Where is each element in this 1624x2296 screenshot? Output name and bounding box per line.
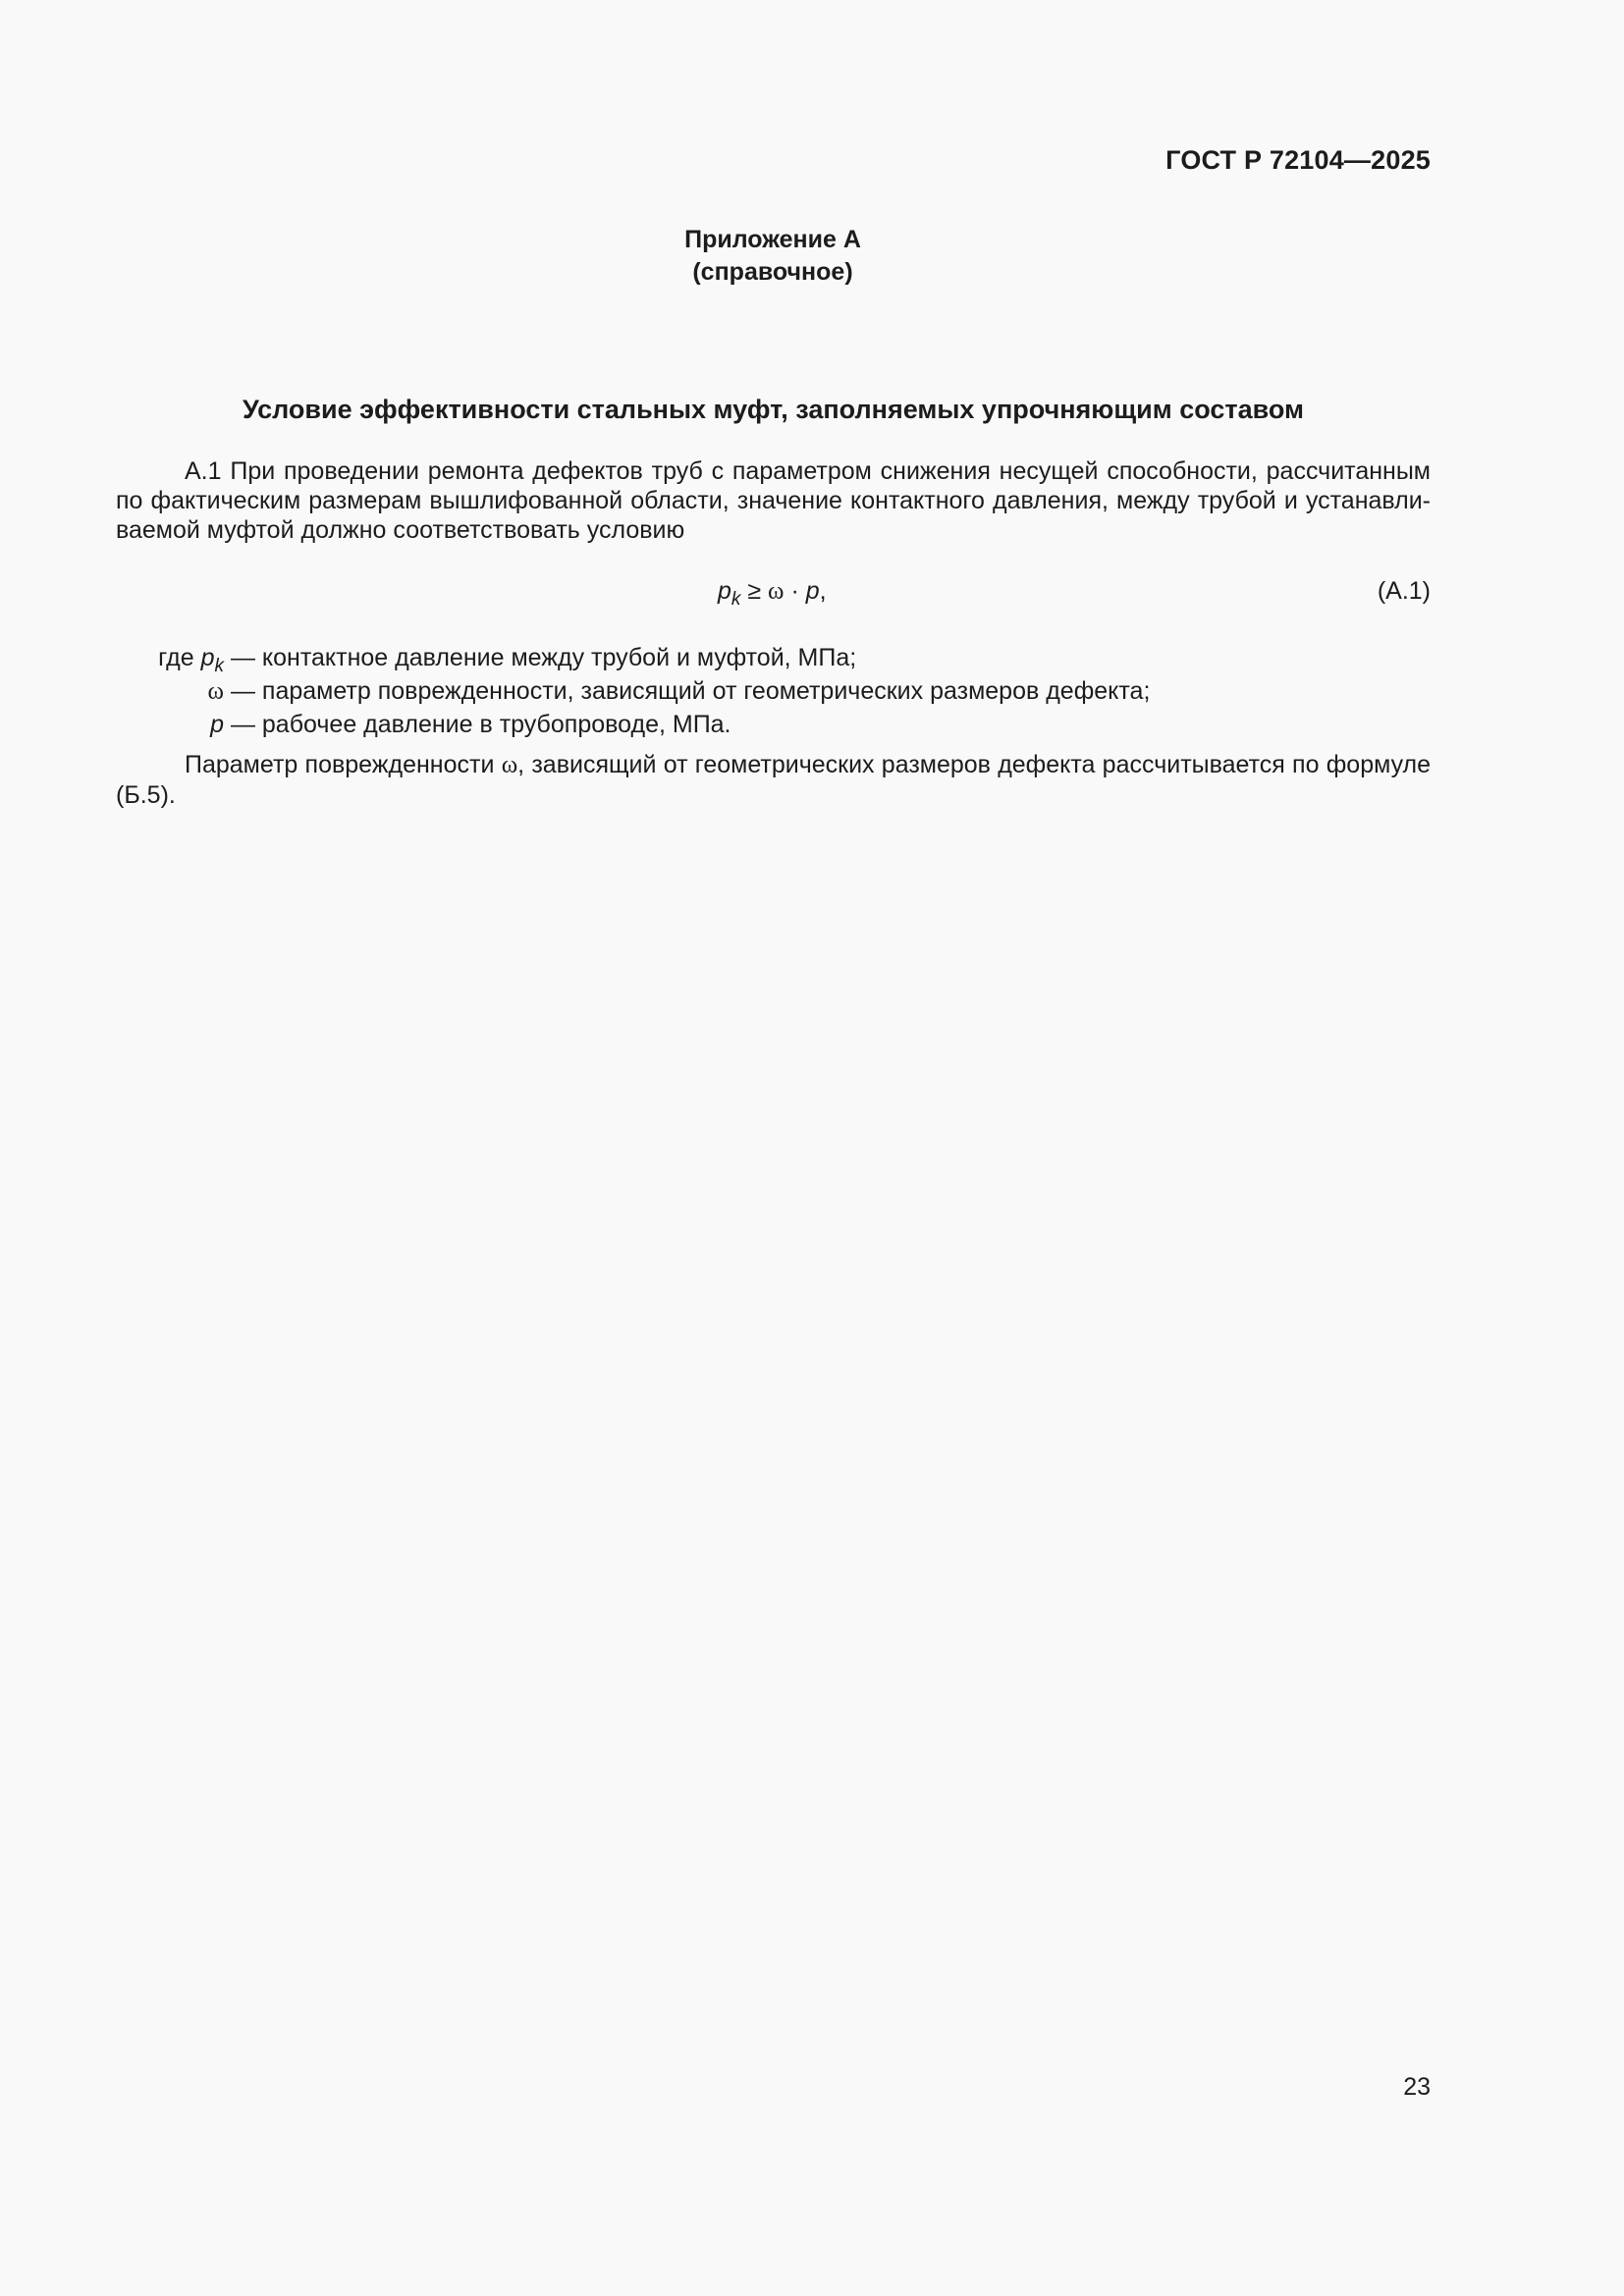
where-item [116, 644, 857, 676]
appendix-title: Приложение А [684, 226, 861, 253]
where-item [116, 711, 731, 739]
where-symbol: p [210, 711, 224, 738]
where-symbol-subscript: k [214, 656, 224, 676]
appendix-heading [0, 224, 1545, 289]
formula-lhs-subscript: k [731, 589, 741, 610]
formula-dot: · [784, 577, 806, 605]
where-description: параметр поврежденности, зависящий от геометрических размеров дефекта; [261, 677, 1151, 705]
paragraph-damage-parameter [116, 750, 1431, 810]
formula-omega: ω [768, 578, 785, 605]
where-lead [116, 711, 224, 739]
paragraph-2-text-before: Параметр поврежденности [185, 751, 495, 778]
where-dash: — [230, 711, 255, 738]
where-lead [116, 677, 224, 706]
paragraph-a1-text: При проведении ремонта дефектов труб с параметром снижения несущей способности, рассчитанным по фактическим размерам вышлифованной области, значение контактного давления, между трубой и устанавливаемой муфтой должно соответствовать условию [116, 457, 1431, 544]
document-id: ГОСТ Р 72104—2025 [1165, 145, 1431, 175]
where-description: рабочее давление в трубопроводе, МПа. [261, 711, 731, 738]
formula-rhs-variable: p [805, 577, 820, 605]
section-title: Условие эффективности стальных муфт, заполняемых упрочняющим составом [243, 395, 1304, 424]
where-item [116, 677, 1150, 706]
formula-number: (А.1) [1377, 577, 1431, 605]
where-lead [116, 644, 224, 676]
where-description: контактное давление между трубой и муфтой, МПа; [261, 644, 857, 671]
formula-a1 [718, 577, 827, 610]
appendix-subtitle: (справочное) [692, 258, 853, 286]
formula-tail: , [819, 577, 827, 605]
where-dash: — [230, 677, 255, 705]
paragraph-a1-number: А.1 [185, 457, 222, 485]
where-dash: — [230, 644, 255, 671]
paragraph-2-text-after: , зависящий от геометрических размеров дефекта рассчитывается по формуле (Б.5). [116, 751, 1432, 809]
where-intro: где [158, 644, 194, 671]
formula-relation: ≥ [740, 577, 769, 605]
page-number: 23 [1403, 2073, 1431, 2101]
paragraph-a1 [116, 456, 1431, 545]
where-symbol: ω [207, 678, 224, 705]
paragraph-2-omega: ω [501, 752, 518, 778]
formula-lhs-variable: p [718, 577, 731, 605]
where-symbol: p [200, 644, 215, 671]
